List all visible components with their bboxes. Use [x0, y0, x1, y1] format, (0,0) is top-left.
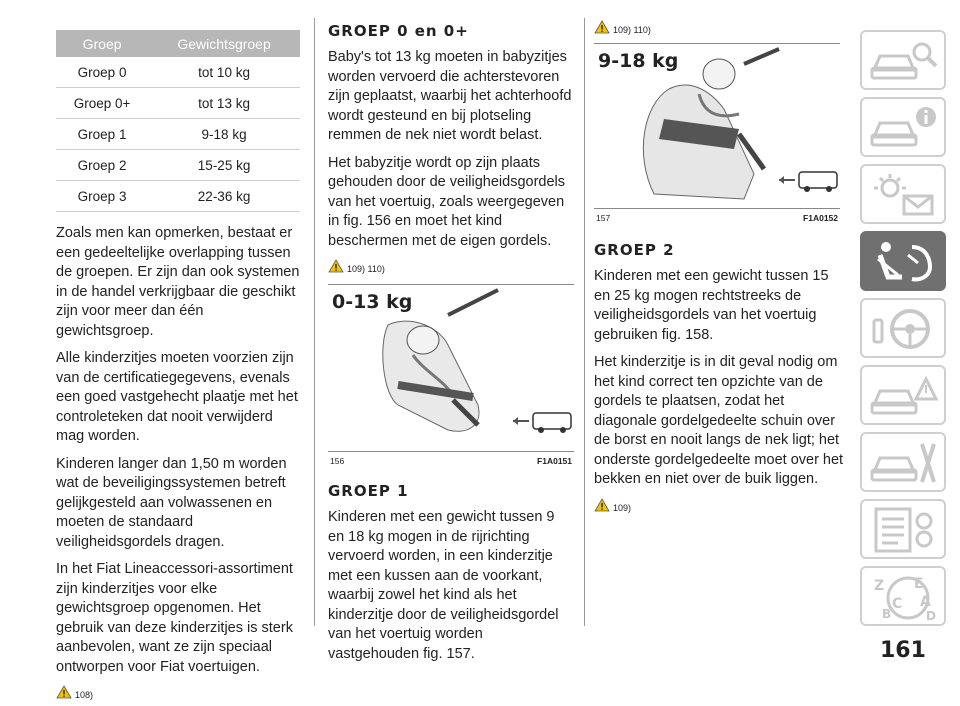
warning-triangle-icon [594, 498, 610, 512]
warning-triangle-icon [594, 20, 610, 34]
svg-text:C: C [892, 596, 903, 612]
table-cell: Groep 0 [56, 57, 148, 88]
table-header-row [56, 30, 300, 57]
sidebar-tab-safety[interactable] [860, 231, 946, 291]
figure-number: 157 [596, 213, 611, 223]
figure-weight-label: 9-18 kg [598, 50, 679, 72]
sidebar-tab-emergency[interactable] [860, 365, 946, 425]
table-cell: tot 10 kg [148, 57, 300, 88]
paragraph: Kinderen met een gewicht tussen 9 en 18 kg mogen in de rijrichting vervoerd worden, in een kinderzitje met een kussen aan de voorkant, waarbij zowel het kind als het kinderzitje door de veiligheidsgordel van het voertuig worden vastgehouden fig. 157. [328, 509, 559, 662]
table-cell: Groep 3 [56, 181, 148, 212]
svg-text:D: D [926, 609, 936, 622]
svg-text:A: A [920, 594, 931, 610]
paragraph: In het Fiat Lineaccessori-assortiment zijn kinderzitjes voor elke gewichtsgroep opgenomen. Het gebruik van deze kinderzitjes is sterk aanbevolen, want ze zijn speciaal ontworpen voor Fiat voertuigen. [56, 561, 293, 675]
table-cell: Groep 0+ [56, 88, 148, 119]
column-divider [584, 18, 585, 626]
sidebar-tab-car-info[interactable] [860, 97, 946, 157]
car-breakdown-icon [868, 371, 940, 421]
warning-lights-icon [868, 170, 940, 220]
warning-reference [594, 20, 846, 35]
figure-code: F1A0151 [537, 456, 572, 466]
warning-triangle-icon [56, 685, 72, 699]
car-search-icon [868, 36, 940, 86]
warning-reference [594, 498, 846, 513]
sidebar-tab-specifications[interactable] [860, 499, 946, 559]
warning-reference-text: 108) [75, 690, 94, 700]
sidebar-tab-car-search[interactable] [860, 30, 946, 90]
warning-reference-text: 109) 110) [347, 264, 385, 274]
table-cell: tot 13 kg [148, 88, 300, 119]
paragraph: Kinderen met een gewicht tussen 15 en 25 kg mogen rechtstreeks de veiligheidsgordels van het voertuig gebruiken fig. 158. [594, 268, 829, 343]
warning-reference-text: 109) 110) [613, 25, 651, 35]
table-row [56, 150, 300, 181]
column-left [56, 0, 300, 706]
paragraph: Kinderen langer dan 1,50 m worden wat de beveiligingssystemen betreft gelijkgesteld aan volwassenen en moeten de standaard veiligheidsgordels dragen. [56, 455, 287, 550]
page-number: 161 [880, 638, 926, 663]
svg-text:B: B [882, 607, 892, 621]
weight-group-table [56, 30, 300, 212]
table-cell: Groep 2 [56, 150, 148, 181]
table-cell: 9-18 kg [148, 119, 300, 150]
paragraph: Alle kinderzitjes moeten voorzien zijn van de certificatiegegevens, evenals een goed vastgehecht plaatje met het controleteken dat nooit verwijderd mag worden. [56, 350, 298, 444]
figure-number: 156 [330, 456, 345, 466]
infant-seat-illustration [328, 285, 574, 451]
table-header-cell: Gewichtsgroep [148, 30, 300, 57]
paragraph: Zoals men kan opmerken, bestaat er een gedeeltelijke overlapping tussen de groepen. Er zijn dan ook systemen in de handel verkrijgbaar die geschikt zijn voor meer dan één gewichtsgroep. [56, 225, 300, 339]
specifications-icon [868, 505, 940, 555]
maintenance-icon [868, 438, 940, 488]
figure-weight-label: 0-13 kg [332, 291, 413, 313]
table-cell: 22-36 kg [148, 181, 300, 212]
table-cell: Groep 1 [56, 119, 148, 150]
figure-156 [328, 284, 574, 466]
figure-code: F1A0152 [803, 213, 838, 223]
section-heading: GROEP 1 [328, 482, 409, 500]
column-divider [314, 18, 315, 626]
warning-triangle-icon [328, 259, 344, 273]
index-icon [868, 572, 940, 622]
table-cell: 15-25 kg [148, 150, 300, 181]
sidebar-tab-warning-lights[interactable] [860, 164, 946, 224]
table-header-cell: Groep [56, 30, 148, 57]
svg-text:E: E [914, 576, 924, 592]
table-row [56, 181, 300, 212]
sidebar-tab-maintenance[interactable] [860, 432, 946, 492]
column-middle [328, 22, 574, 672]
sidebar-tab-driving[interactable] [860, 298, 946, 358]
table-row [56, 119, 300, 150]
table-row [56, 57, 300, 88]
paragraph: Het kinderzitje is in dit geval nodig om het kind correct ten opzichte van de gordels te plaatsen, zodat het diagonale gordelgedeelte schuin over de borst en nooit langs de nek ligt; het onderste gordelgedeelte moet over het bekken en niet over de buik liggen. [594, 354, 844, 487]
steering-wheel-icon [868, 304, 940, 354]
seat-safety-icon [868, 237, 940, 287]
sidebar-tab-index[interactable] [860, 566, 946, 626]
table-row [56, 88, 300, 119]
paragraph: Baby's tot 13 kg moeten in babyzitjes worden vervoerd die achterstevoren zijn geplaatst, waarbij het achterhoofd wordt gesteund en bij plotseling remmen de nek niet wordt belast. [328, 49, 572, 143]
child-seat-illustration [594, 44, 840, 208]
paragraph: Het babyzitje wordt op zijn plaats gehouden door de veiligheidsgordels van het voertuig, zoals weergegeven in fig. 156 en moet het kind beschermen met de eigen gordels. [328, 154, 566, 249]
svg-text:Z: Z [874, 578, 885, 594]
warning-reference-text: 109) [613, 502, 632, 513]
car-info-icon [868, 103, 940, 153]
section-heading: GROEP 0 en 0+ [328, 22, 469, 40]
warning-reference [328, 259, 574, 274]
figure-157 [594, 43, 840, 223]
warning-reference [56, 685, 300, 700]
section-heading: GROEP 2 [594, 241, 675, 259]
column-right [594, 20, 846, 519]
